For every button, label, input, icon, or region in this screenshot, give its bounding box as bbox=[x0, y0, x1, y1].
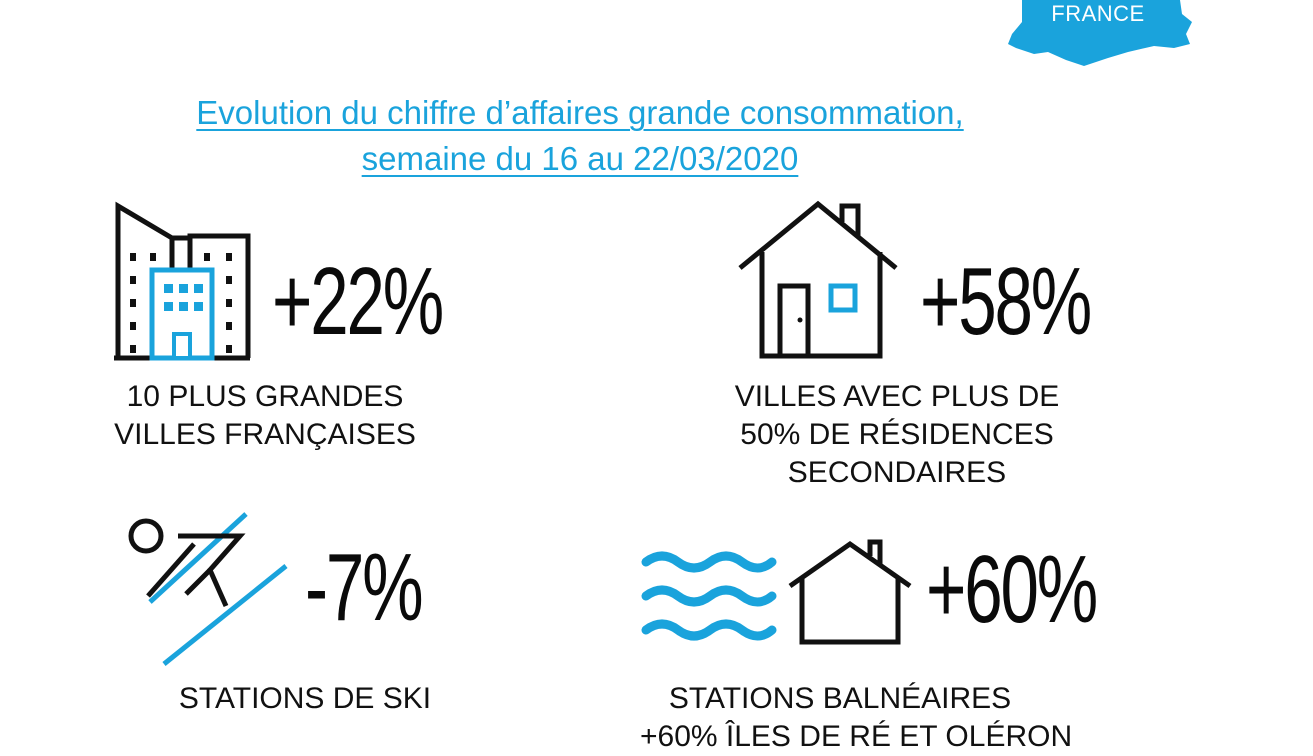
france-map-badge bbox=[1004, 0, 1194, 70]
stat-label-seaside bbox=[640, 680, 1073, 756]
stat-label-line: STATIONS DE SKI bbox=[178, 682, 432, 715]
waves-icon bbox=[640, 548, 780, 653]
stat-label-line: STATIONS BALNÉAIRES bbox=[668, 682, 1012, 715]
stat-value-seaside: +60% bbox=[926, 536, 1097, 643]
stat-label-line: 10 PLUS GRANDES bbox=[126, 380, 404, 413]
stat-label-cities bbox=[100, 378, 430, 454]
seaside-house-icon bbox=[786, 538, 916, 653]
stat-label-line: SECONDAIRES bbox=[787, 456, 1007, 489]
stat-label-ski bbox=[140, 680, 470, 718]
stat-value-residences: +58% bbox=[920, 248, 1091, 355]
city-buildings-icon bbox=[112, 198, 252, 368]
map-label: FRANCE bbox=[1051, 1, 1145, 26]
page-title bbox=[80, 90, 1080, 182]
skier-icon bbox=[120, 510, 290, 680]
title-line-2: semaine du 16 au 22/03/2020 bbox=[361, 140, 799, 177]
stat-label-residences bbox=[722, 378, 1072, 492]
stat-value-cities: +22% bbox=[272, 248, 443, 355]
stat-value-ski: -7% bbox=[305, 534, 422, 641]
stat-label-line: +60% ÎLES DE RÉ ET OLÉRON bbox=[640, 720, 1073, 753]
title-line-1: Evolution du chiffre d’affaires grande consommation, bbox=[196, 94, 964, 131]
house-icon bbox=[736, 198, 906, 368]
stat-label-line: 50% DE RÉSIDENCES bbox=[740, 418, 1054, 451]
stat-label-line: VILLES AVEC PLUS DE bbox=[734, 380, 1060, 413]
stat-label-line: VILLES FRANÇAISES bbox=[114, 418, 416, 451]
